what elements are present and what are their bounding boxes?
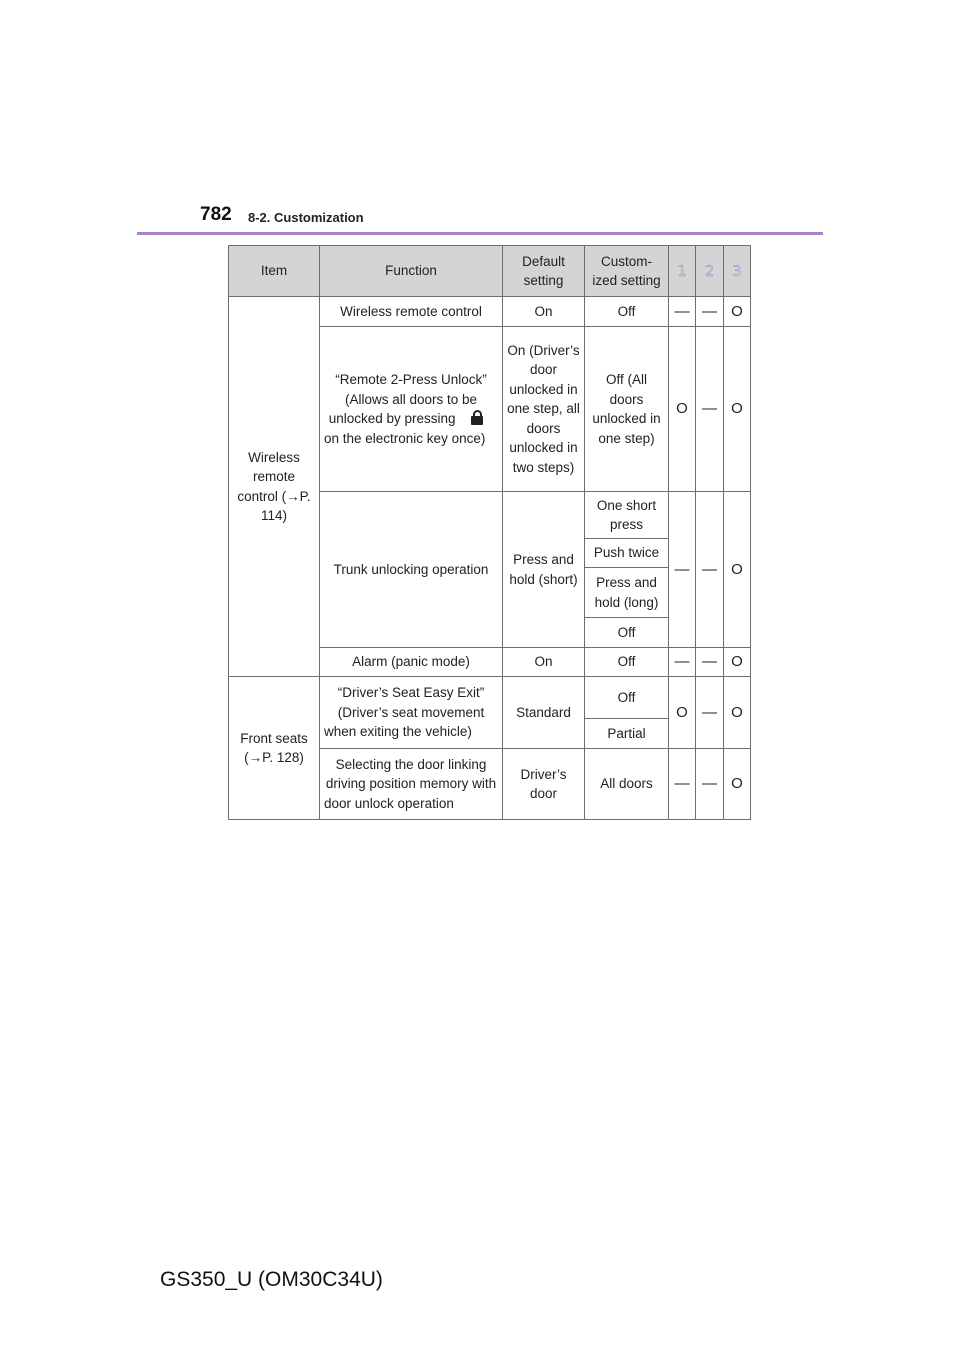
mark-3-cell: O	[724, 677, 751, 749]
default-cell: On	[503, 297, 585, 327]
function-cell: Trunk unlocking operation	[320, 492, 503, 648]
col-header-custom: Custom-ized setting	[585, 246, 669, 297]
function-text: on the electronic key once)	[324, 430, 486, 446]
mark-3-cell: O	[724, 749, 751, 820]
function-cell	[320, 327, 503, 492]
function-cell: Selecting the door linking driving position memory with door unlock operation	[320, 749, 503, 820]
default-cell: Driver’s door	[503, 749, 585, 820]
default-cell: Press and hold (short)	[503, 492, 585, 648]
mark-1-cell: —	[669, 749, 696, 820]
table-row	[229, 677, 751, 719]
mark-1-cell: —	[669, 648, 696, 677]
mark-1-cell: O	[669, 327, 696, 492]
mark-2-cell: —	[696, 492, 724, 648]
custom-cell: Press and hold (long)	[585, 568, 669, 618]
lock-icon	[471, 410, 483, 425]
mark-3-cell: O	[724, 492, 751, 648]
custom-cell: Off	[585, 297, 669, 327]
footer-model-id: GS350_U (OM30C34U)	[160, 1268, 383, 1291]
col-header-item: Item	[229, 246, 320, 297]
mark-1-cell: —	[669, 297, 696, 327]
mark-2-cell: —	[696, 297, 724, 327]
custom-cell: Off	[585, 677, 669, 719]
col-header-2	[696, 246, 724, 297]
mark-1-cell: O	[669, 677, 696, 749]
number-2-icon: 2	[704, 261, 715, 280]
table-row	[229, 297, 751, 327]
mark-2-cell: —	[696, 327, 724, 492]
custom-cell: Off	[585, 618, 669, 648]
number-3-icon: 3	[732, 261, 742, 280]
col-header-1	[669, 246, 696, 297]
mark-1-cell: —	[669, 492, 696, 648]
default-cell: On	[503, 648, 585, 677]
default-cell: Standard	[503, 677, 585, 749]
custom-cell: One short press	[585, 492, 669, 539]
mark-3-cell: O	[724, 327, 751, 492]
table-header-row	[229, 246, 751, 297]
mark-2-cell: —	[696, 749, 724, 820]
function-cell: Wireless remote control	[320, 297, 503, 327]
page-number: 782	[200, 204, 232, 225]
number-1-icon: 1	[677, 261, 687, 280]
mark-2-cell: —	[696, 677, 724, 749]
customization-table	[228, 245, 751, 820]
item-cell: Wireless remote control (→P. 114)	[229, 297, 320, 677]
function-cell: “Driver’s Seat Easy Exit” (Driver’s seat movement when exiting the vehicle)	[320, 677, 503, 749]
custom-cell: Push twice	[585, 539, 669, 568]
function-cell: Alarm (panic mode)	[320, 648, 503, 677]
custom-cell: All doors	[585, 749, 669, 820]
col-header-default: Default setting	[503, 246, 585, 297]
col-header-3	[724, 246, 751, 297]
custom-cell: Partial	[585, 719, 669, 749]
mark-3-cell: O	[724, 297, 751, 327]
function-text: “Remote 2-Press Unlock” (Allows all doors to be unlocked by pressing	[328, 372, 487, 426]
custom-cell: Off (All doors unlocked in one step)	[585, 327, 669, 492]
mark-3-cell: O	[724, 648, 751, 677]
header-rule	[137, 232, 823, 235]
custom-cell: Off	[585, 648, 669, 677]
item-cell: Front seats (→P. 128)	[229, 677, 320, 820]
default-cell: On (Driver’s door unlocked in one step, all doors unlocked in two steps)	[503, 327, 585, 492]
mark-2-cell: —	[696, 648, 724, 677]
col-header-function: Function	[320, 246, 503, 297]
section-title: 8-2. Customization	[248, 210, 364, 225]
